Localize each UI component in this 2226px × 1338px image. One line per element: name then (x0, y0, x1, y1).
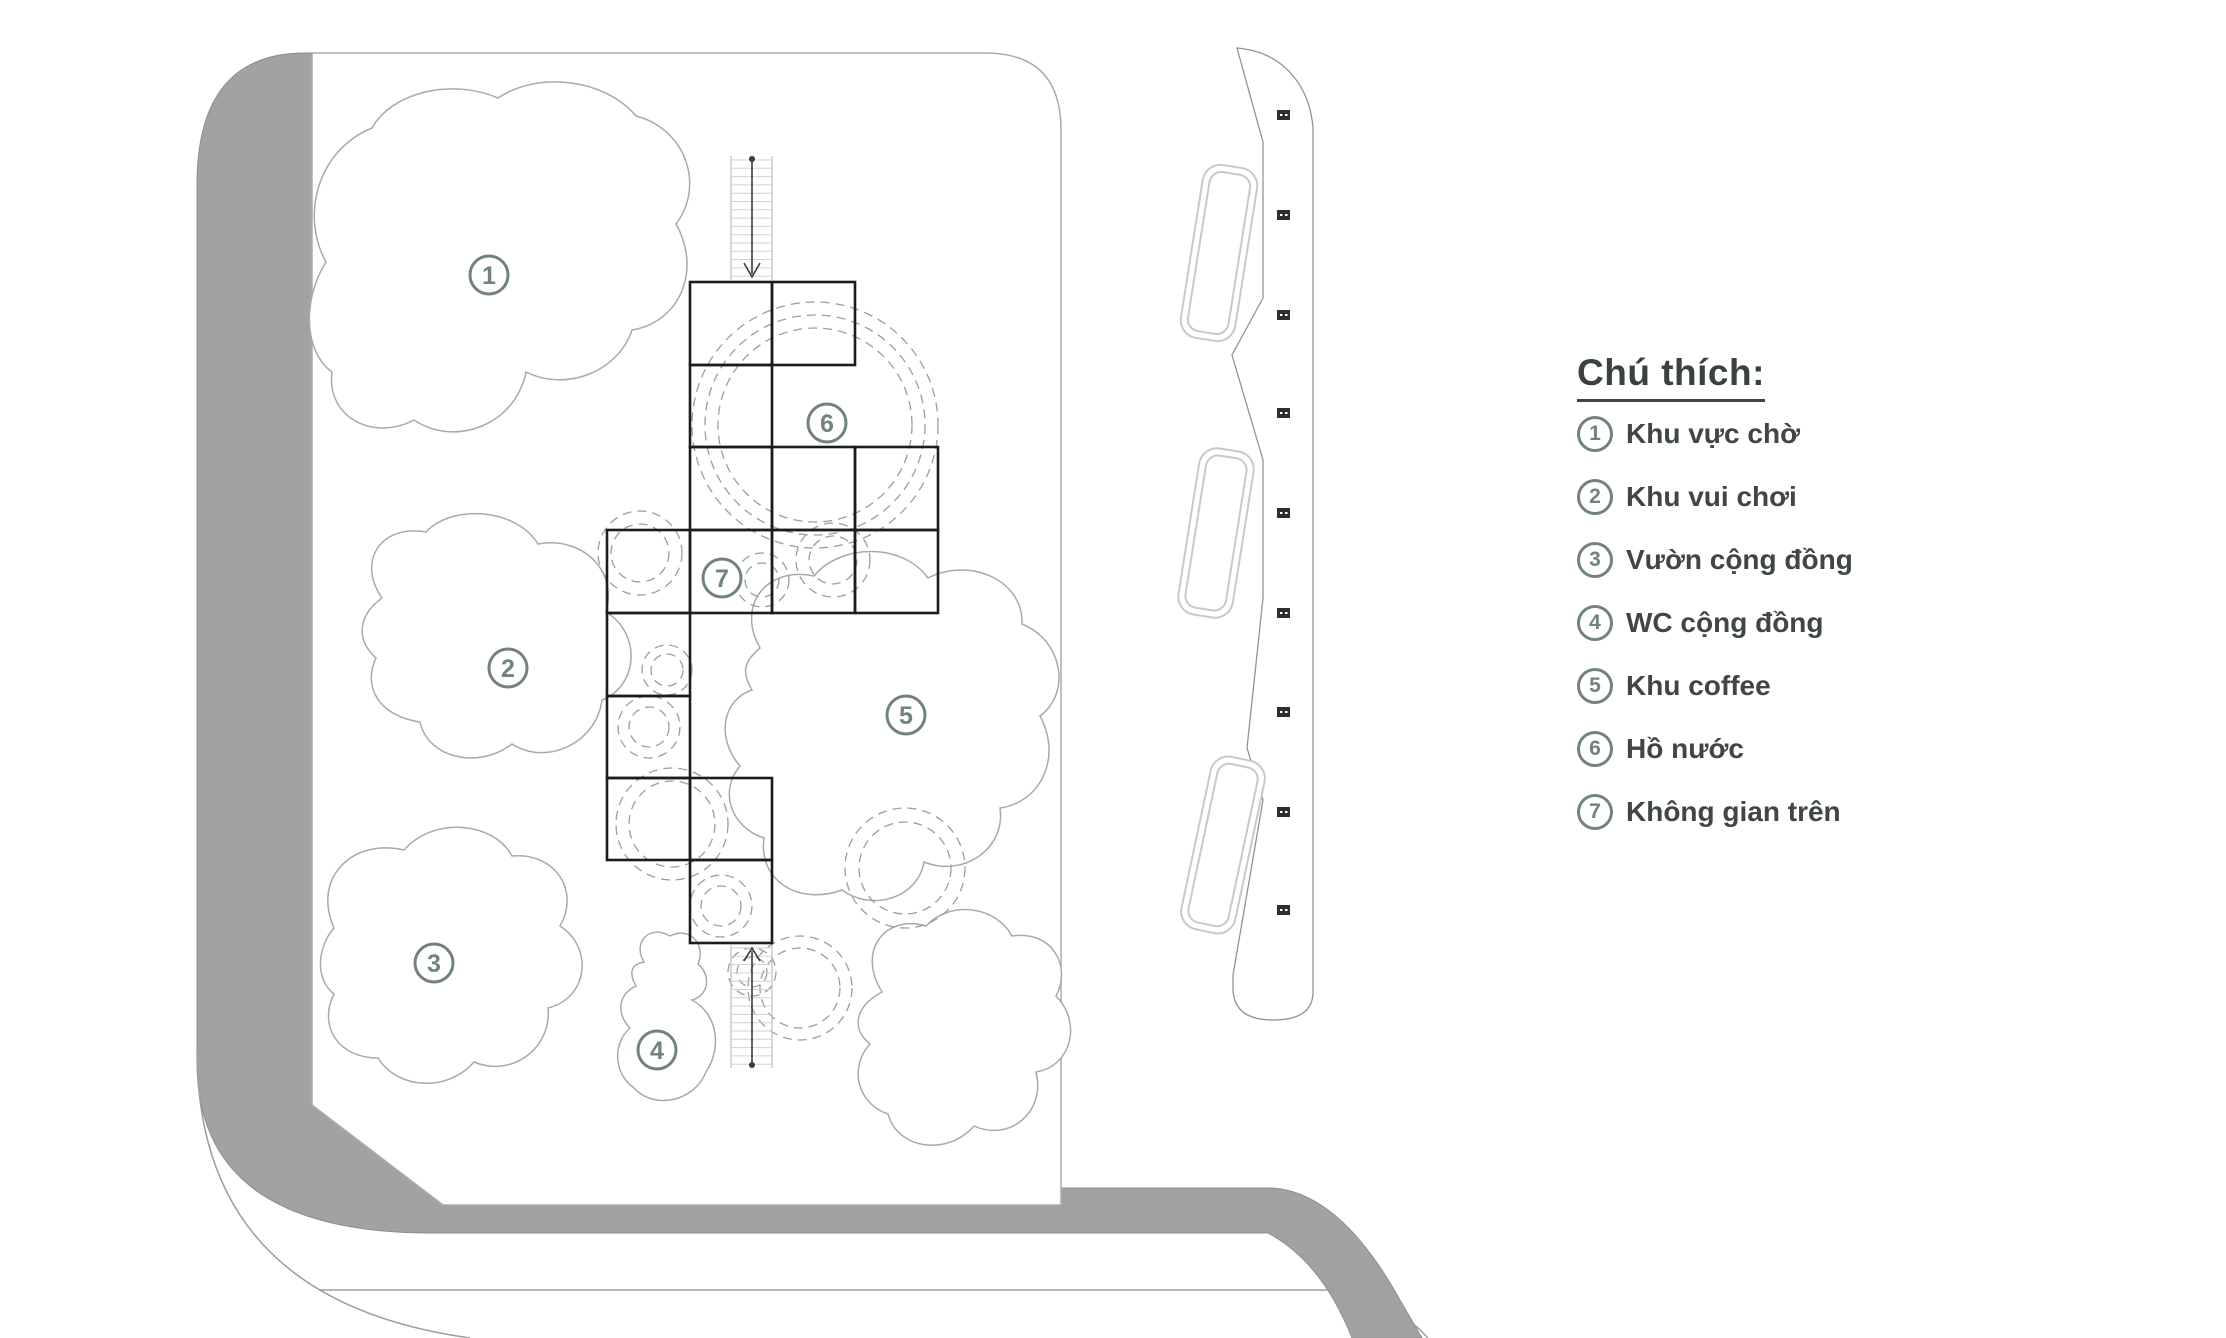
dock-square (1277, 608, 1290, 618)
legend-item (1577, 794, 2037, 830)
legend-item-label: Vườn cộng đồng (1626, 544, 1853, 575)
grid-cell (607, 778, 690, 860)
legend-item (1577, 605, 2037, 641)
stair-ramp-top (731, 156, 772, 281)
plan-marker-number: 1 (482, 262, 496, 290)
legend-item (1577, 668, 2037, 704)
dock-square (1277, 807, 1290, 817)
walkway-planters (1176, 162, 1268, 937)
plan-marker-6 (808, 404, 846, 442)
dock-square (1277, 310, 1290, 320)
plan-marker-5 (887, 696, 925, 734)
grid-cell (772, 282, 855, 365)
dock-square-notch (1285, 711, 1288, 713)
planter-middle (1176, 446, 1257, 621)
dock-square-notch (1285, 612, 1288, 614)
blob-area-2 (362, 514, 631, 758)
tree-circle (616, 768, 728, 880)
tree-circle (642, 645, 692, 695)
plan-marker-7 (703, 559, 741, 597)
stair-ramp-bottom (731, 945, 772, 1068)
plan-marker-4 (638, 1031, 676, 1069)
blob-area-1 (309, 82, 689, 432)
dock-square-notch (1285, 412, 1288, 414)
tree-circle (629, 707, 669, 747)
legend-item-label: WC cộng đồng (1626, 607, 1824, 638)
dock-square (1277, 110, 1290, 120)
dock-square-notch (1285, 811, 1288, 813)
plan-marker-number: 7 (715, 565, 729, 593)
tree-circle (618, 696, 680, 758)
legend-item-number: 7 (1577, 794, 1613, 830)
dock-square-notch (1285, 512, 1288, 514)
plan-marker-number: 2 (501, 655, 515, 683)
legend-item-number: 2 (1577, 479, 1613, 515)
dock-square-notch (1285, 114, 1288, 116)
legend-item-number: 1 (1577, 416, 1613, 452)
curb-line (320, 1290, 1428, 1338)
tree-circle (690, 875, 752, 937)
tree-circle (611, 524, 669, 582)
legend-list (1577, 416, 2037, 830)
dock-square (1277, 210, 1290, 220)
plan-marker-number: 4 (650, 1037, 664, 1065)
planter-top (1178, 162, 1260, 343)
legend-item-label: Khu vui chơi (1626, 481, 1797, 512)
legend-item-label: Khu coffee (1626, 670, 1771, 701)
legend-item (1577, 479, 2037, 515)
tree-circle (701, 886, 741, 926)
grid-cell (690, 447, 772, 530)
legend-title: Chú thích: (1577, 352, 1765, 402)
plan-marker-number: 5 (899, 702, 913, 730)
dock-square-notch (1280, 314, 1283, 316)
legend-item-number: 3 (1577, 542, 1613, 578)
legend-item (1577, 731, 2037, 767)
dock-square (1277, 905, 1290, 915)
blob-area-5-lower (858, 910, 1070, 1146)
dock-square (1277, 508, 1290, 518)
legend-item-label: Khu vực chờ (1626, 418, 1800, 449)
dock-square-notch (1280, 612, 1283, 614)
dock-square-notch (1280, 811, 1283, 813)
dock-square-notch (1285, 214, 1288, 216)
dock-square-notch (1280, 711, 1283, 713)
plan-marker-number: 6 (820, 410, 834, 438)
legend-item (1577, 542, 2037, 578)
legend-item-label: Không gian trên (1626, 796, 1841, 827)
dock-square (1277, 707, 1290, 717)
blob-area-4 (618, 932, 716, 1100)
dock-square-notch (1280, 214, 1283, 216)
dock-square (1277, 408, 1290, 418)
plan-marker-3 (415, 944, 453, 982)
grid-cell (607, 696, 690, 778)
dock-square-notch (1280, 114, 1283, 116)
legend-item (1577, 416, 2037, 452)
tree-circle (629, 781, 715, 867)
dock-square-notch (1285, 314, 1288, 316)
plan-marker-1 (470, 256, 508, 294)
dock-square-notch (1280, 909, 1283, 911)
legend-item-number: 4 (1577, 605, 1613, 641)
grid-cell (690, 282, 772, 365)
legend-item-label: Hồ nước (1626, 733, 1744, 764)
legend (1577, 352, 2037, 857)
dock-square-notch (1280, 512, 1283, 514)
legend-item-number: 6 (1577, 731, 1613, 767)
grid-cell (855, 447, 938, 530)
tree-circle (651, 654, 683, 686)
dock-square-notch (1280, 412, 1283, 414)
plan-marker-number: 3 (427, 950, 441, 978)
legend-item-number: 5 (1577, 668, 1613, 704)
dock-square-notch (1285, 909, 1288, 911)
plan-marker-2 (489, 649, 527, 687)
